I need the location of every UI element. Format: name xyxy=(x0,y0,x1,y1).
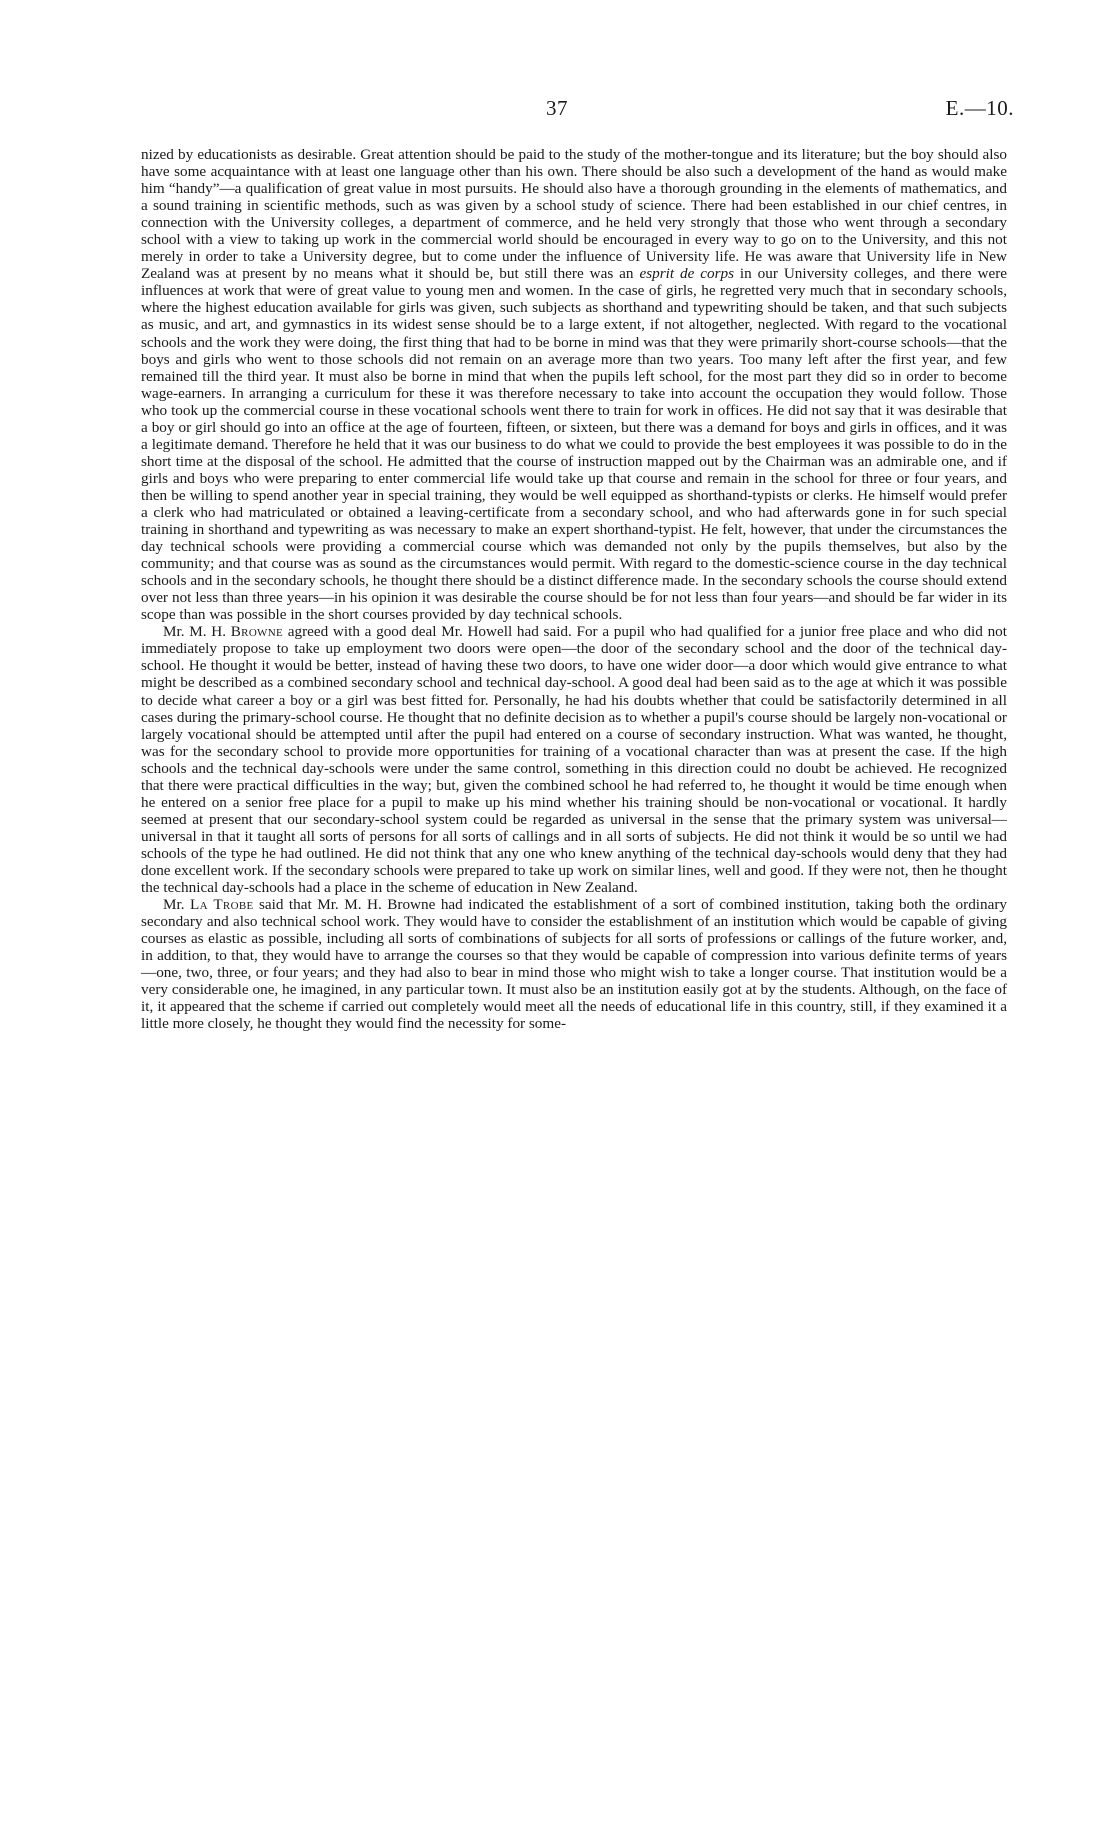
speaker-name: Browne xyxy=(230,623,284,641)
text-run: Mr. xyxy=(163,896,191,914)
paragraph xyxy=(141,146,1007,623)
text-run: nized by educationists as desirable. Great attention should be paid to the study of the mother-tongue and its literature; but the boy should also have some acquaintance with at least one language other than his own. There should be also such a development of the hand as would make him “handy”—a qualification of great value in most pursuits. He should also have a thorough grounding in the elements of mathematics, and a sound training in scientific methods, such as was given by a school study of science. There had been established in our chief centres, in connection with the University colleges, a department of commerce, and he held very strongly that those who went through a secondary school with a view to taking up work in the commercial world should be encouraged in every way to go on to the University, and this not merely in order to take a University degree, but to come under the influence of University life. He was aware that University life in New Zealand was at present by no means what it should be, but still there was an xyxy=(141,146,1007,283)
text-run: in our University colleges, and there were influences at work that were of great value to young men and women. In the case of girls, he regretted very much that in secondary schools, where the highest education available for girls was given, such subjects as shorthand and typewriting should be taken, and that such subjects as music, and art, and gymnastics in its widest sense should be to a large extent, if not altogether, neglected. With regard to the vocational schools and the work they were doing, the first thing that had to be borne in mind was that they were primarily short-course schools—that the boys and girls who went to those schools did not remain on an average more than two years. Too many left after the first year, and few remained till the third year. It must also be borne in mind that when the pupils left school, for the most part they did so in order to become wage-earners. In arranging a curriculum for these it was therefore necessary to take into account the occupation they would follow. Those who took up the commercial course in these vocational schools went there to train for work in offices. He did not say that it was desirable that a boy or girl should go into an office at the age of fourteen, fifteen, or sixteen, but there was a demand for boys and girls in offices, and it was a legitimate demand. Therefore he held that it was our business to do what we could to provide the best employees it was possible to do in the short time at the disposal of the school. He admitted that the course of instruction mapped out by the Chairman was an admirable one, and if girls and boys who were preparing to enter commercial life would take up that course and remain in the school for three or four years, and then be willing to spend another year in special training, they would be well equipped as shorthand-typists or clerks. He himself would prefer a clerk who had matriculated or obtained a leaving-certificate from a secondary school, and who had afterwards gone in for such special training in shorthand and typewriting as was necessary to make an expert shorthand-typist. He felt, however, that under the circumstances the day technical schools were providing a commercial course which was demanded not only by the pupils themselves, but also by the community; and that course was as sound as the circumstances would permit. With regard to the domestic-science course in the day technical schools and in the secondary schools, he thought there should be a distinct difference made. In the secondary schools the course should extend over not less than three years—in his opinion it was desirable the course should be for not less than four years—and should be far wider in its scope than was possible in the short courses provided by day technical schools. xyxy=(141,265,1007,624)
body-text xyxy=(141,146,1007,1032)
italic-text-run: esprit de corps xyxy=(639,265,734,283)
text-run: agreed with a good deal Mr. Howell had said. For a pupil who had qualified for a junior free place and who did not immediately propose to take up employment two doors were open—the door of the secondary school and the door of the technical day-school. He thought it would be better, instead of having these two doors, to have one wider door—a door which would give entrance to what might be described as a combined secondary school and technical day-school. A good deal had been said as to the age at which it was possible to decide what career a boy or a girl was best fitted for. Personally, he had his doubts whether that could be satisfactorily determined in all cases during the primary-school course. He thought that no definite decision as to whether a pupil's course should be largely non-vocational or largely vocational should be attempted until after the pupil had entered on a course of secondary instruction. What was wanted, he thought, was for the secondary school to provide more opportunities for training of a vocational character than was at present the case. If the high schools and the technical day-schools were under the same control, something in this direction could no doubt be achieved. He recognized that there were practical difficulties in the way; but, given the combined school he had referred to, he thought it would be time enough when he entered on a senior free place for a pupil to make up his mind whether his training should be non-vocational or vocational. It hardly seemed at present that our secondary-school system could be regarded as universal in the sense that the primary system was universal—universal in that it taught all sorts of persons for all sorts of callings and in all sorts of subjects. He did not think it would be so until we had schools of the type he had outlined. He did not think that any one who knew anything of the technical day-schools would deny that they had done excellent work. If the secondary schools were prepared to take up work on similar lines, well and good. If they were not, then he thought the technical day-schools had a place in the scheme of education in New Zealand. xyxy=(141,623,1007,897)
document-code: E.—10. xyxy=(945,96,1014,120)
text-run: Mr. M. H. xyxy=(163,623,231,641)
text-run: said that Mr. M. H. Browne had indicated the establishment of a sort of combined institution, taking both the ordinary secondary and also technical school work. They would have to consider the establishment of an institution which would be capable of giving courses as elastic as possible, including all sorts of combinations of subjects for all sorts of professions or callings of the future worker, and, in addition, to that, they would have to arrange the courses so that they would be capable of compression into various definite terms of years—one, two, three, or four years; and they had also to bear in mind those who might wish to take a longer course. That institution would be a very considerable one, he imagined, in any particular town. It must also be an institution easily got at by the students. Although, on the face of it, it appeared that the scheme if carried out completely would meet all the needs of educational life in this country, still, if they examined it a little more closely, he thought they would find the necessity for some- xyxy=(141,896,1007,1033)
speaker-name: La Trobe xyxy=(190,896,254,914)
paragraph xyxy=(141,896,1007,1032)
page-number: 37 xyxy=(546,96,568,120)
paragraph xyxy=(141,623,1007,896)
